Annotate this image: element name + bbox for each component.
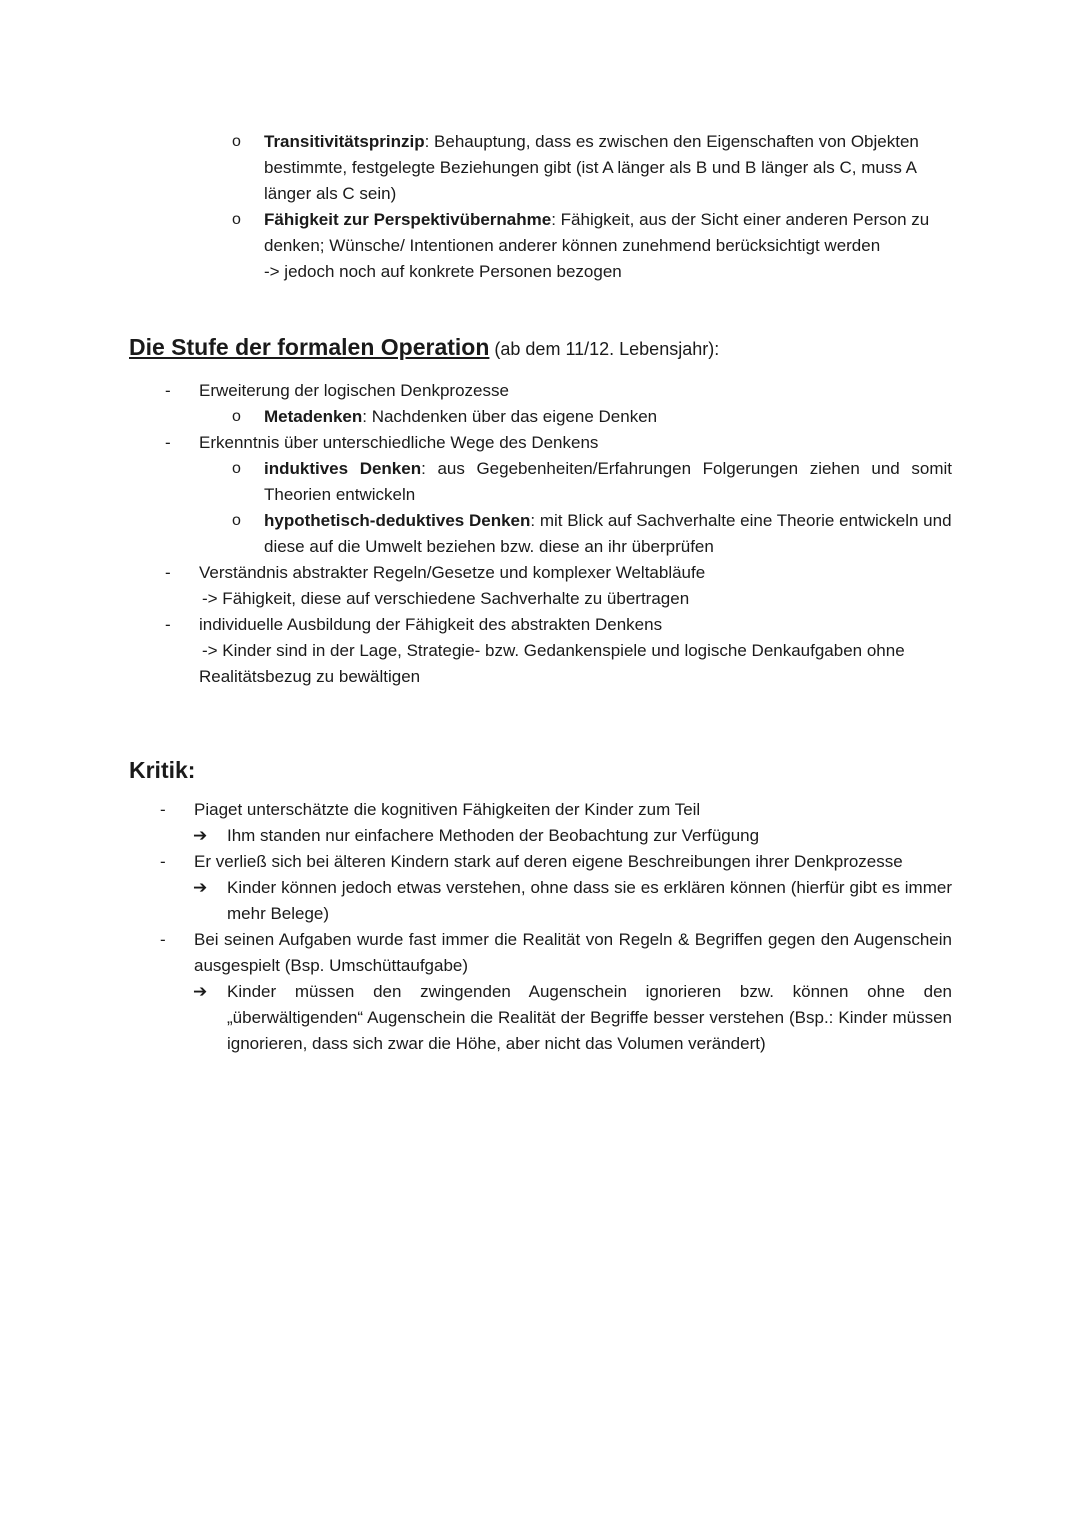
arrow-right-icon: ➔ — [193, 982, 208, 1001]
circle-bullet-icon: o — [232, 512, 241, 529]
kritik-list — [160, 797, 952, 1057]
section-title: Die Stufe der formalen Operation — [129, 334, 490, 360]
sub-item — [232, 404, 952, 430]
dash-bullet-icon: - — [160, 800, 166, 819]
arrow-item — [193, 979, 952, 1057]
arrow-item — [193, 823, 952, 849]
term: Metadenken — [264, 407, 363, 426]
section-subtitle: (ab dem 11/12. Lebensjahr): — [489, 339, 720, 359]
item-text: individuelle Ausbildung der Fähigkeit des abstrakten Denkens — [199, 615, 663, 634]
circle-bullet-icon: o — [232, 133, 241, 150]
arrow-right-icon: ➔ — [193, 878, 208, 897]
definition: : aus Gegebenheiten/Erfahrungen Folgerungen ziehen und somit Theorien entwickeln — [264, 459, 952, 504]
item-text: Erkenntnis über unterschiedliche Wege des Denkens — [199, 433, 599, 452]
list-item — [165, 430, 952, 456]
list-item — [165, 560, 952, 612]
item-text: Piaget unterschätzte die kognitiven Fähigkeiten der Kinder zum Teil — [194, 800, 701, 819]
circle-bullet-icon: o — [232, 211, 241, 228]
dash-bullet-icon: - — [160, 930, 166, 949]
definition: : Nachdenken über das eigene Denken — [362, 407, 658, 426]
term: Transitivitätsprinzip — [264, 132, 425, 151]
list-item — [160, 797, 952, 823]
item-text: Kinder können jedoch etwas verstehen, ohne dass sie es erklären können (hierfür gibt es immer mehr Belege) — [227, 878, 952, 923]
item-text: Ihm standen nur einfachere Methoden der Beobachtung zur Verfügung — [227, 826, 760, 845]
definition: : Behauptung, dass es zwischen den Eigenschaften von Objekten bestimmte, festgelegte Beziehungen gibt (ist A länger als B und B länger als C, muss A länger als C sein) — [264, 132, 919, 203]
section-heading-formal — [129, 332, 1009, 365]
definition: : mit Blick auf Sachverhalte eine Theorie entwickeln und diese auf die Umwelt beziehen bzw. diese an ihr überprüfen — [264, 511, 952, 556]
top-sublist — [232, 129, 952, 285]
list-item — [232, 207, 952, 285]
arrow-right-icon: ➔ — [193, 826, 208, 845]
list-item — [160, 927, 952, 979]
item-text: Er verließ sich bei älteren Kindern stark auf deren eigene Beschreibungen ihrer Denkprozesse — [194, 852, 903, 871]
item-text: Verständnis abstrakter Regeln/Gesetze und komplexer Weltabläufe — [199, 563, 706, 582]
dash-bullet-icon: - — [165, 433, 171, 452]
circle-bullet-icon: o — [232, 408, 241, 425]
term: induktives Denken — [264, 459, 422, 478]
note: -> Kinder sind in der Lage, Strategie- bzw. Gedankenspiele und logische Denkaufgaben ohne Realitätsbezug zu bewältigen — [199, 641, 905, 686]
item-text: Erweiterung der logischen Denkprozesse — [199, 381, 509, 400]
term: hypothetisch-deduktives Denken — [264, 511, 531, 530]
dash-bullet-icon: - — [165, 563, 171, 582]
kritik-heading: Kritik: — [129, 757, 196, 783]
formal-list — [165, 378, 952, 690]
circle-bullet-icon: o — [232, 460, 241, 477]
note: -> Fähigkeit, diese auf verschiedene Sachverhalte zu übertragen — [202, 589, 690, 608]
list-item — [160, 849, 952, 875]
sub-item — [232, 456, 952, 508]
arrow-item — [193, 875, 952, 927]
list-item — [232, 129, 952, 207]
term: Fähigkeit zur Perspektivübernahme — [264, 210, 552, 229]
sub-item — [232, 508, 952, 560]
note: -> jedoch noch auf konkrete Personen bezogen — [264, 262, 622, 281]
item-text: Bei seinen Aufgaben wurde fast immer die Realität von Regeln & Begriffen gegen den Augenschein ausgespielt (Bsp. Umschüttaufgabe) — [194, 930, 952, 975]
item-text: Kinder müssen den zwingenden Augenschein ignorieren bzw. können ohne den „überwältigenden“ Augenschein die Realität der Begriffe besser verstehen (Bsp.: Kinder müssen ignorieren, dass sich zwar die Höhe, aber nicht das Volumen verändert) — [227, 982, 952, 1053]
dash-bullet-icon: - — [160, 852, 166, 871]
dash-bullet-icon: - — [165, 615, 171, 634]
list-item — [165, 378, 952, 404]
dash-bullet-icon: - — [165, 381, 171, 400]
list-item — [165, 612, 952, 690]
definition: : Fähigkeit, aus der Sicht einer anderen Person zu denken; Wünsche/ Intentionen anderer können zunehmend berücksichtigt werden — [264, 210, 930, 255]
